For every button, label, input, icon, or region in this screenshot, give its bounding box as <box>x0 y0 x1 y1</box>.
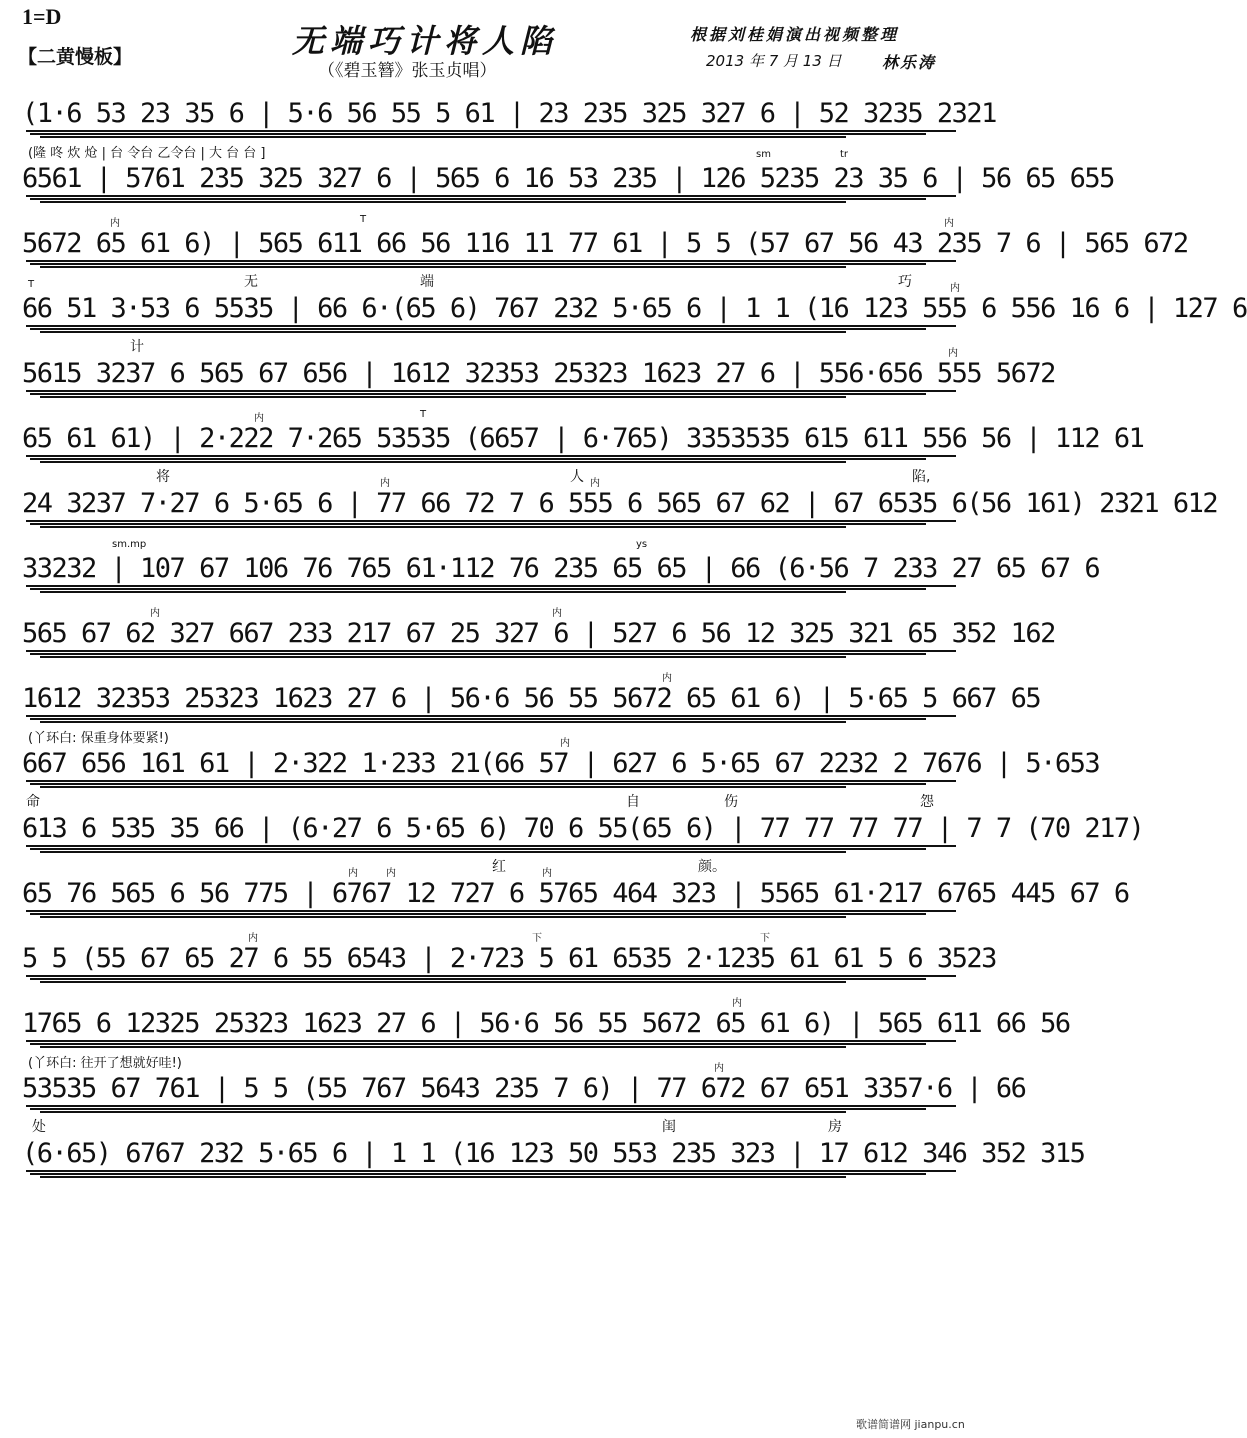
beam-line <box>30 978 926 980</box>
beam-line <box>40 981 846 983</box>
notation-text: 565 67 62 327 667 233 217 67 25 327 6 | 527 6 56 12 325 321 65 352 162 <box>22 618 1055 649</box>
key-signature: 1=D <box>22 4 62 29</box>
ornament-marks <box>22 604 966 619</box>
beam-underlines <box>22 910 966 918</box>
subtitle: （《碧玉簪》张玉贞唱） <box>318 61 497 81</box>
ornament-mark: 内 <box>590 478 600 489</box>
beam-underlines <box>22 780 966 788</box>
beam-line <box>40 656 846 658</box>
lyric-char: 巧 <box>898 274 912 290</box>
ornament-marks <box>22 669 966 684</box>
lyric-char: 处 <box>32 1119 46 1135</box>
beam-line <box>40 1046 846 1048</box>
beam-underlines <box>22 390 966 398</box>
beam-underlines <box>22 325 966 333</box>
ornament-marks <box>22 344 966 359</box>
beam-underlines <box>22 975 966 983</box>
lyric-char: 颜。 <box>698 859 726 875</box>
score <box>22 96 1247 1201</box>
page-title: 无端巧计将人陷 <box>292 22 559 60</box>
beam-underlines <box>22 520 966 528</box>
ornament-mark: 内 <box>552 608 562 619</box>
ornament-marks <box>22 539 966 551</box>
ornament-mark: 内 <box>380 478 390 489</box>
notation-text: 1765 6 12325 25323 1623 27 6 | 56·6 56 55 5672 65 61 6) | 565 611 66 56 <box>22 1008 1070 1039</box>
ornament-mark: 内 <box>950 283 960 294</box>
ornament-marks <box>22 994 966 1009</box>
beam-line <box>30 133 926 135</box>
tempo-marking: 【二黄慢板】 <box>18 46 133 68</box>
beam-line <box>40 526 846 528</box>
ornament-marks <box>22 84 966 96</box>
beam-line <box>30 458 926 460</box>
ornament-mark: sm.mp <box>112 539 147 550</box>
beam-line <box>26 780 956 782</box>
ornament-marks <box>22 1124 966 1136</box>
lyric-char: 端 <box>420 274 434 290</box>
ornament-mark: 内 <box>254 413 264 424</box>
ornament-marks <box>22 864 966 879</box>
beam-line <box>30 588 926 590</box>
date: 2013 年 7 月 13 日 <box>706 52 842 70</box>
beam-line <box>26 1040 956 1042</box>
spoken-annotation: (隆 咚 炊 炝 | 台 令台 乙令台 | 大 台 台 ] <box>28 146 266 161</box>
ornament-mark: tr <box>840 149 849 160</box>
notation-text: 5615 3237 6 565 67 656 | 1612 32353 25323 1623 27 6 | 556·656 555 5672 <box>22 358 1055 389</box>
beam-line <box>40 1111 846 1113</box>
beam-line <box>30 783 926 785</box>
ornament-mark: 内 <box>732 998 742 1009</box>
ornament-mark: 内 <box>560 738 570 749</box>
lyric-char: 红 <box>492 859 506 875</box>
spoken-annotation: (丫环白: 往开了想就好哇!) <box>28 1056 182 1071</box>
beam-line <box>40 331 846 333</box>
ornament-mark: ys <box>636 539 648 550</box>
beam-line <box>26 195 956 197</box>
ornament-mark: 内 <box>248 933 258 944</box>
lyric-char: 人 <box>570 469 584 485</box>
beam-line <box>26 1170 956 1172</box>
lyric-char: 陷, <box>912 469 931 485</box>
ornament-marks <box>22 214 966 229</box>
ornament-mark: 内 <box>150 608 160 619</box>
beam-underlines <box>22 130 966 138</box>
notation-text: 667 656 161 61 | 2·322 1·233 21(66 57 | 627 6 5·65 67 2232 2 7676 | 5·653 <box>22 748 1100 779</box>
beam-underlines <box>22 455 966 463</box>
beam-line <box>30 718 926 720</box>
ornament-mark: 下 <box>760 933 770 944</box>
notation-text: 66 51 3·53 6 5535 | 66 6·(65 6) 767 232 5·65 6 | 1 1 (16 123 555 6 556 16 6 | 127 6 <box>22 293 1247 324</box>
beam-underlines <box>22 650 966 658</box>
notation-text: 1612 32353 25323 1623 27 6 | 56·6 56 55 5672 65 61 6) | 5·65 5 667 65 <box>22 683 1041 714</box>
beam-underlines <box>22 845 966 853</box>
beam-line <box>26 325 956 327</box>
ornament-mark: 内 <box>542 868 552 879</box>
ornament-marks <box>22 279 966 294</box>
notation-text: 5 5 (55 67 65 27 6 55 6543 | 2·723 5 61 6535 2·1235 61 61 5 6 3523 <box>22 943 996 974</box>
ornament-mark: 内 <box>948 348 958 359</box>
beam-line <box>26 1105 956 1107</box>
beam-line <box>40 1176 846 1178</box>
beam-line <box>26 650 956 652</box>
beam-line <box>26 845 956 847</box>
beam-line <box>26 715 956 717</box>
notation-text: 6561 | 5761 235 325 327 6 | 565 6 16 53 235 | 126 5235 23 35 6 | 56 65 655 <box>22 163 1114 194</box>
beam-line <box>40 266 846 268</box>
notation-text: 33232 | 107 67 106 76 765 61·112 76 235 65 65 | 66 (6·56 7 233 27 65 67 6 <box>22 553 1100 584</box>
ornament-mark: 下 <box>532 933 542 944</box>
beam-line <box>40 851 846 853</box>
ornament-mark: 内 <box>714 1063 724 1074</box>
ornament-marks <box>22 734 966 749</box>
beam-line <box>40 136 846 138</box>
ornament-mark: T <box>420 409 427 420</box>
beam-line <box>26 910 956 912</box>
beam-line <box>30 1173 926 1175</box>
lyric-char: 无 <box>244 274 258 290</box>
beam-line <box>30 653 926 655</box>
source-note: 根据刘桂娟演出视频整理 <box>690 25 900 44</box>
beam-line <box>26 260 956 262</box>
lyric-char: 命 <box>26 794 40 810</box>
ornament-mark: 内 <box>662 673 672 684</box>
beam-line <box>40 786 846 788</box>
ornament-mark: T <box>360 214 367 225</box>
arranger: 林乐涛 <box>882 53 937 72</box>
lyric-char: 房 <box>828 1119 842 1135</box>
beam-line <box>30 263 926 265</box>
beam-underlines <box>22 260 966 268</box>
beam-line <box>30 913 926 915</box>
beam-line <box>40 591 846 593</box>
notation-text: 65 76 565 6 56 775 | 6767 12 727 6 5765 464 323 | 5565 61·217 6765 445 67 6 <box>22 878 1129 909</box>
beam-line <box>30 848 926 850</box>
ornament-mark: 内 <box>110 218 120 229</box>
lyric-char: 计 <box>130 339 144 355</box>
lyric-char: 伤 <box>724 794 738 810</box>
beam-underlines <box>22 585 966 593</box>
ornament-mark: 内 <box>386 868 396 879</box>
ornament-marks <box>22 799 966 811</box>
notation-text: 613 6 535 35 66 | (6·27 6 5·65 6) 70 6 55(65 6) | 77 77 77 77 | 7 7 (70 217) <box>22 813 1144 844</box>
lyrics-row <box>22 1181 966 1199</box>
watermark: 歌谱简谱网 jianpu.cn <box>856 1418 965 1431</box>
notation-text: 24 3237 7·27 6 5·65 6 | 77 66 72 7 6 555 6 565 67 62 | 67 6535 6(56 161) 2321 612 <box>22 488 1218 519</box>
beam-line <box>40 721 846 723</box>
beam-line <box>30 328 926 330</box>
ornament-mark: sm <box>756 149 771 160</box>
beam-underlines <box>22 1170 966 1178</box>
spoken-annotation: (丫环白: 保重身体要紧!) <box>28 731 169 746</box>
ornament-mark: T <box>28 279 35 290</box>
notation-text: 53535 67 761 | 5 5 (55 767 5643 235 7 6) | 77 672 67 651 3357·6 | 66 <box>22 1073 1026 1104</box>
lyric-char: 怨 <box>920 794 934 810</box>
ornament-marks <box>22 1059 966 1074</box>
lyric-char: 自 <box>626 794 640 810</box>
notation-text: 5672 65 61 6) | 565 611 66 56 116 11 77 61 | 5 5 (57 67 56 43 235 7 6 | 565 672 <box>22 228 1188 259</box>
beam-line <box>30 1108 926 1110</box>
beam-line <box>30 1043 926 1045</box>
beam-line <box>30 393 926 395</box>
lyric-char: 将 <box>156 469 170 485</box>
notation-text: (1·6 53 23 35 6 | 5·6 56 55 5 61 | 23 235 325 327 6 | 52 3235 2321 <box>22 98 996 129</box>
beam-line <box>26 585 956 587</box>
beam-underlines <box>22 715 966 723</box>
beam-line <box>26 520 956 522</box>
beam-line <box>26 455 956 457</box>
beam-line <box>26 390 956 392</box>
beam-line <box>26 130 956 132</box>
beam-line <box>40 461 846 463</box>
notation-text: (6·65) 6767 232 5·65 6 | 1 1 (16 123 50 553 235 323 | 17 612 346 352 315 <box>22 1138 1085 1169</box>
beam-line <box>30 198 926 200</box>
ornament-mark: 内 <box>348 868 358 879</box>
ornament-marks <box>22 409 966 424</box>
ornament-marks <box>22 149 966 161</box>
ornament-marks <box>22 929 966 944</box>
ornament-marks <box>22 474 966 489</box>
lyric-char: 闺 <box>662 1119 676 1135</box>
beam-line <box>30 523 926 525</box>
beam-underlines <box>22 1040 966 1048</box>
beam-line <box>40 916 846 918</box>
beam-underlines <box>22 195 966 203</box>
beam-line <box>26 975 956 977</box>
score-line <box>22 1136 1085 1201</box>
notation-text: 65 61 61) | 2·222 7·265 53535 (6657 | 6·765) 3353535 615 611 556 56 | 112 61 <box>22 423 1144 454</box>
beam-line <box>40 201 846 203</box>
beam-underlines <box>22 1105 966 1113</box>
beam-line <box>40 396 846 398</box>
ornament-mark: 内 <box>944 218 954 229</box>
